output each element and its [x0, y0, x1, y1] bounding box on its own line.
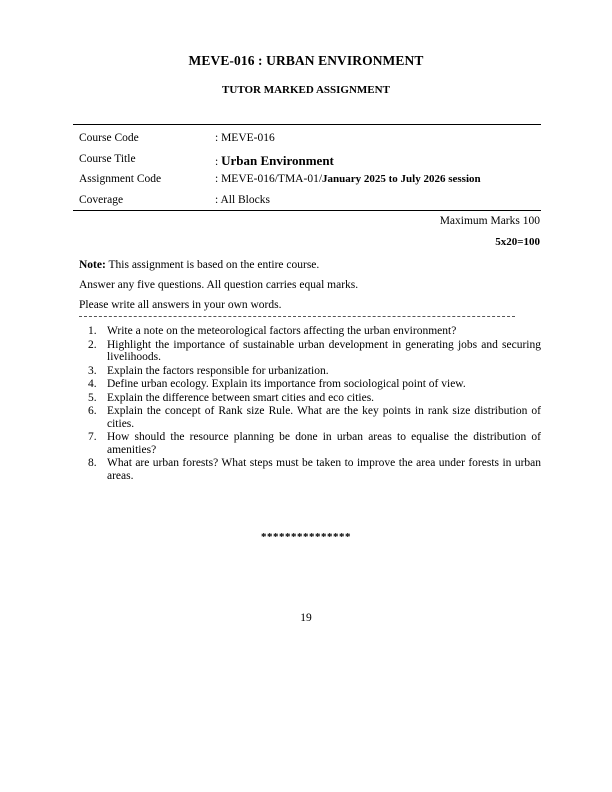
instructions	[79, 255, 541, 315]
assignment-code-label: Assignment Code	[79, 173, 162, 185]
course-title-row	[79, 151, 541, 172]
course-info-table	[79, 130, 541, 212]
course-code-row	[79, 130, 541, 151]
question-item: 1. Write a note on the meteorological factors affecting the urban environment?	[88, 325, 457, 337]
top-rule	[73, 124, 541, 125]
bottom-rule	[73, 210, 541, 211]
assignment-code-value: : MEVE-016/TMA-01/January 2025 to July 2026 session	[215, 173, 481, 185]
question-item: 4. Define urban ecology. Explain its importance from sociological point of view.	[88, 378, 466, 390]
page-title: MEVE-016 : URBAN ENVIRONMENT	[188, 53, 424, 68]
course-code-label: Course Code	[79, 132, 139, 144]
question-item: 7. How should the resource planning be done in urban areas to equalise the distribution of amenities?	[88, 431, 541, 456]
instruction-line-2: Answer any five questions. All question carries equal marks.	[79, 279, 359, 291]
coverage-row	[79, 192, 541, 213]
course-title-label: Course Title	[79, 152, 136, 165]
question-list	[79, 325, 541, 483]
coverage-value: : All Blocks	[215, 193, 270, 206]
assignment-code-row	[79, 171, 541, 192]
page-number: 19	[300, 612, 312, 624]
coverage-label: Coverage	[79, 193, 124, 206]
course-code-value: : MEVE-016	[215, 132, 275, 144]
question-item: 2. Highlight the importance of sustainable urban development in generating jobs and securing livelihoods.	[88, 338, 541, 363]
maximum-marks: Maximum Marks 100	[439, 215, 540, 227]
page-subtitle: TUTOR MARKED ASSIGNMENT	[222, 84, 390, 96]
course-title-value: : Urban Environment	[215, 152, 334, 168]
question-item: 8. What are urban forests? What steps must be taken to improve the area under forests in urban areas.	[88, 457, 541, 482]
dashed-divider	[79, 316, 515, 317]
question-item: 5. Explain the difference between smart cities and eco cities.	[88, 391, 375, 404]
question-item: 3. Explain the factors responsible for urbanization.	[88, 364, 329, 377]
end-marker: ***************	[261, 531, 351, 543]
marks-breakdown: 5x20=100	[495, 236, 540, 248]
question-item: 6. Explain the concept of Rank size Rule. What are the key points in rank size distribution of cities.	[88, 405, 541, 430]
instruction-line-3: Please write all answers in your own words.	[79, 299, 282, 311]
note-line: Note: This assignment is based on the entire course.	[79, 259, 320, 271]
